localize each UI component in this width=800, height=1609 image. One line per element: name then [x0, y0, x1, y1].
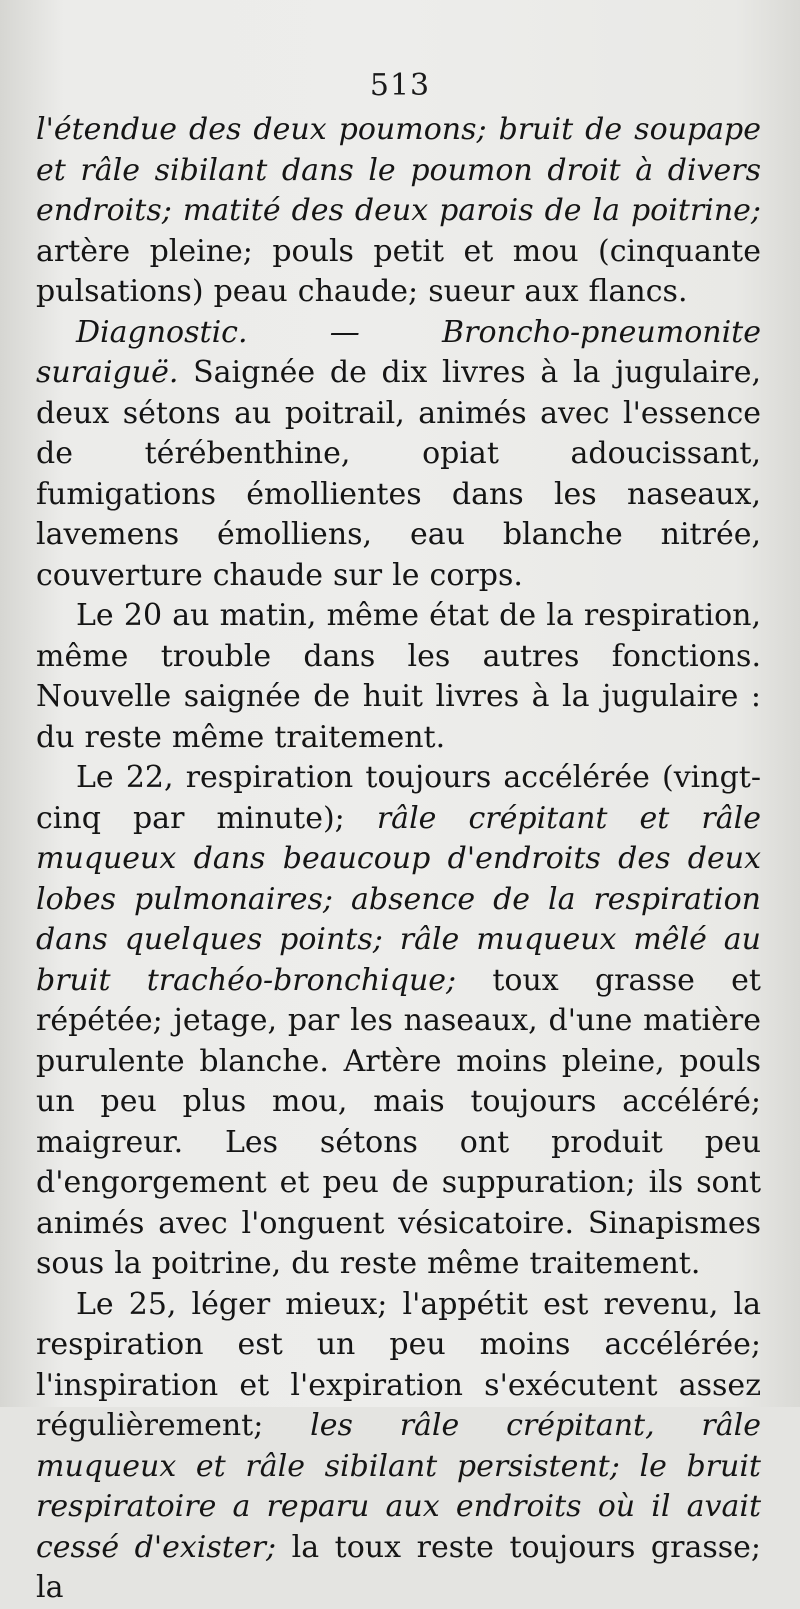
text-segment: Le 22, respiration toujours accélérée (vingt-cinq par minute);	[36, 760, 761, 836]
paragraph	[36, 1285, 761, 1609]
paragraph	[36, 110, 761, 313]
paragraph	[36, 758, 761, 1285]
body-text	[36, 110, 761, 1605]
italic-text-segment: râle crépitant et râle muqueux dans beaucoup d'endroits des deux lobes pulmonaires; absence de la respiration dans quelques points; râle muqueux mêlé au bruit trachéo-bronchique;	[36, 800, 761, 998]
text-segment: la toux reste toujours grasse; la	[36, 1529, 761, 1605]
text-segment: artère pleine; pouls petit et mou (cinquante pulsations) peau chaude; sueur aux flancs.	[36, 233, 761, 309]
page-number: 513	[369, 68, 431, 103]
paragraph	[36, 313, 761, 597]
text-segment: Saignée de dix livres à la jugulaire, deux sétons au poitrail, animés avec l'essence de térébenthine, opiat adoucissant, fumigations émollientes dans les naseaux, lavemens émolliens, eau blanche nitrée, couverture chaude sur le corps.	[36, 355, 761, 593]
paragraph	[36, 596, 761, 758]
text-segment: Le 20 au matin, même état de la respiration, même trouble dans les autres fonctions. Nouvelle saignée de huit livres à la jugulaire : du reste même traitement.	[36, 598, 761, 755]
text-segment: Le 25, léger mieux; l'appétit est revenu, la respiration est un peu moins accélérée; l'inspiration et l'expiration s'exécutent assez régulièrement;	[36, 1286, 761, 1443]
italic-text-segment: l'étendue des deux poumons; bruit de soupape et râle sibilant dans le poumon droit à divers endroits; matité des deux parois de la poitrine;	[36, 112, 761, 228]
italic-text-segment: les râle crépitant, râle muqueux et râle sibilant persistent; le bruit respiratoire a reparu aux endroits où il avait cessé d'exister;	[36, 1408, 761, 1565]
italic-text-segment: Diagnostic. — Broncho-pneumonite suraiguë.	[36, 314, 761, 390]
text-segment: toux grasse et répétée; jetage, par les naseaux, d'une matière purulente blanche. Artère moins pleine, pouls un peu plus mou, mais toujours accéléré; maigreur. Les sétons ont produit peu d'engorgement et peu de suppuration; ils sont animés avec l'onguent vésicatoire. Sinapismes sous la poitrine, du reste même traitement.	[36, 962, 761, 1281]
